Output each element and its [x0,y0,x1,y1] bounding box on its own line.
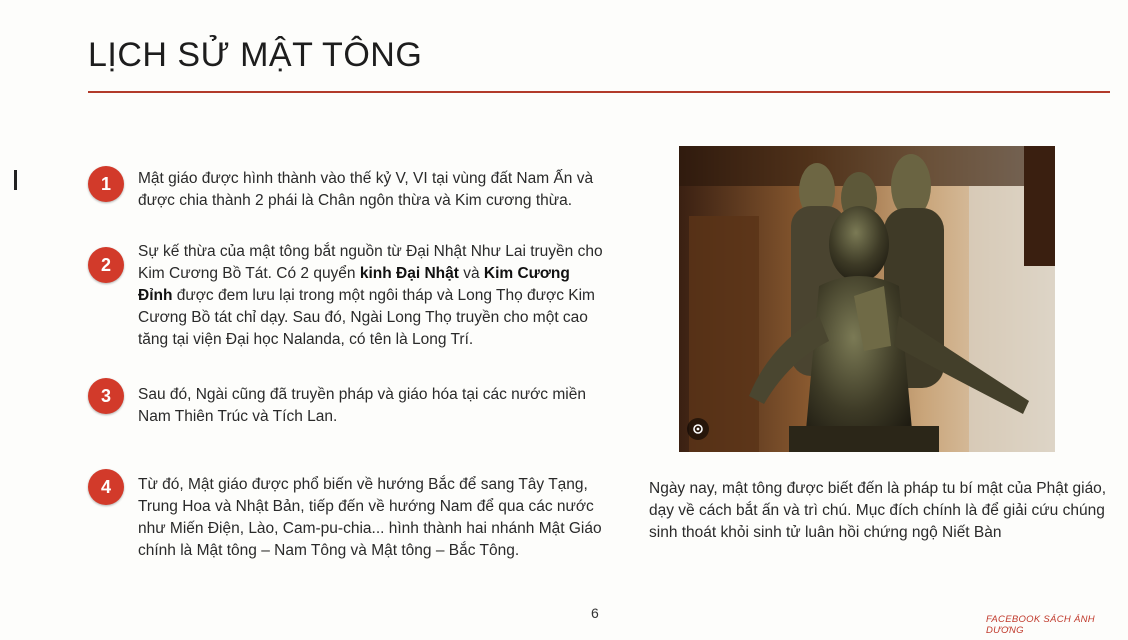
page-title: LỊCH SỬ MẬT TÔNG [88,36,423,74]
item-text-part: được đem lưu lại trong một ngôi tháp và Long Thọ được Kim Cương Bồ tát chỉ dạy. Sau đó, Ngài Long Thọ truyền cho một cao tăng tại viện Đại học Nalanda, có tên là Long Trí. [138,287,595,348]
buddha-statue-photo [679,146,1055,452]
number-badge: 2 [88,247,124,283]
book-title: kinh Đại Nhật [359,265,459,282]
item-text: Sau đó, Ngài cũng đã truyền pháp và giáo hóa tại các nước miền Nam Thiên Trúc và Tích Lan. [138,386,586,425]
publisher-tag: FACEBOOK SÁCH ÁNH DƯƠNG [986,614,1095,636]
lens-icon[interactable] [687,418,709,440]
photo-caption: Ngày nay, mật tông được biết đến là pháp tu bí mật của Phật giáo, dạy về cách bắt ấn và trì chú. Mục đích chính là để giải cứu chúng sinh thoát khỏi sinh tử luân hồi chứng ngộ Niết Bàn [649,480,1107,541]
number-badge: 3 [88,378,124,414]
number-badge: 1 [88,166,124,202]
item-text [138,241,608,351]
item-text-part: Sự kế thừa của mật tông bắt nguồn từ Đại Nhật Như Lai truyền cho Kim Cương Bồ Tát. Có 2 quyển [138,243,603,282]
book-title: Kim Cương Đỉnh [138,265,570,304]
title-divider [88,91,1110,93]
item-text-part: và [458,265,484,282]
item-text: Mật giáo được hình thành vào thế kỷ V, VI tại vùng đất Nam Ấn và được chia thành 2 phái là Chân ngôn thừa và Kim cương thừa. [138,170,594,209]
margin-mark [14,170,17,190]
number-badge: 4 [88,469,124,505]
item-text: Từ đó, Mật giáo được phổ biến về hướng Bắc để sang Tây Tạng, Trung Hoa và Nhật Bản, tiếp đến về hướng Nam để qua các nước như Miến Điện, Lào, Cam-pu-chia... hình thành hai nhánh Mật Giáo chính là Mật tông – Nam Tông và Mật tông – Bắc Tông. [138,476,602,559]
page-number: 6 [591,605,599,621]
